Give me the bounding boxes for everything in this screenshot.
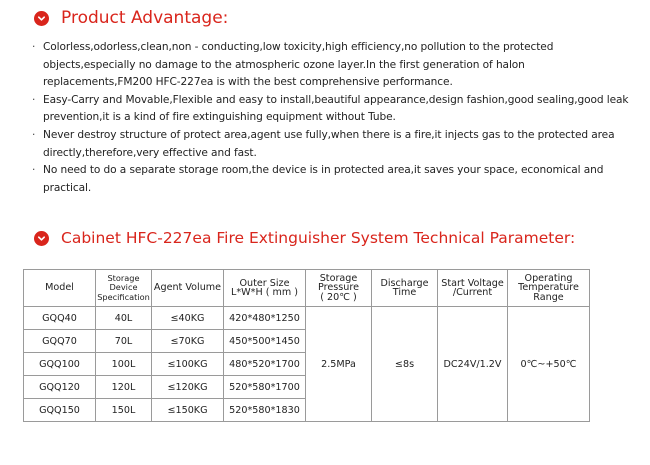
cell-agent: ≤120KG	[152, 376, 224, 399]
chevron-down-circle-icon	[34, 11, 49, 26]
cell-agent: ≤100KG	[152, 353, 224, 376]
technical-parameter-title: Cabinet HFC-227ea Fire Extinguisher System Technical Parameter:	[61, 229, 576, 247]
list-item: · Colorless,odorless,clean,non - conducting,low toxicity,high efficiency,no pollution to the protected objects,especially no damage to the atmospheric ozone layer.In the first generation of halon replacements,FM200 HFC-227ea is with the best comprehensive performance.	[32, 41, 554, 89]
product-advantage-title: Product Advantage:	[61, 8, 229, 28]
cell-agent: ≤40KG	[152, 307, 224, 330]
technical-parameter-heading	[34, 229, 575, 247]
cell-agent: ≤70KG	[152, 330, 224, 353]
header-storage-pressure: Storage Pressure ( 20℃ )	[306, 270, 372, 307]
cell-size: 520*580*1830	[224, 399, 306, 422]
advantage-list	[32, 39, 632, 197]
cell-spec: 70L	[96, 330, 152, 353]
cell-spec: 100L	[96, 353, 152, 376]
cell-agent: ≤150KG	[152, 399, 224, 422]
cell-voltage: DC24V/1.2V	[438, 307, 508, 422]
table-header-row	[24, 270, 590, 307]
header-start-voltage: Start Voltage /Current	[438, 270, 508, 307]
bullet-text: No need to do a separate storage room,the device is in protected area,it saves your space, economical and practical.	[43, 164, 604, 194]
list-item: · Never destroy structure of protect area,agent use fully,when there is a fire,it injects gas to the protected area directly,therefore,very effective and fast.	[32, 128, 615, 159]
bullet-text: Easy-Carry and Movable,Flexible and easy to install,beautiful appearance,design fashion,good sealing,good leak prevention,it is a kind of fire extinguishing equipment without Tube.	[43, 93, 629, 124]
cell-model: GQQ150	[24, 399, 96, 422]
bullet-text: Colorless,odorless,clean,non - conducting,low toxicity,high efficiency,no pollution to the protected objects,especially no damage to the atmospheric ozone layer.In the first generation of halon replacements,FM200 HFC-227ea is with the best comprehensive performance.	[43, 41, 554, 89]
table-row	[24, 307, 590, 330]
header-discharge-time: Discharge Time	[372, 270, 438, 307]
bullet-text: Never destroy structure of protect area,agent use fully,when there is a fire,it injects gas to the protected area directly,therefore,very effective and fast.	[43, 128, 615, 159]
cell-pressure: 2.5MPa	[306, 307, 372, 422]
cell-size: 520*580*1700	[224, 376, 306, 399]
list-item: · Easy-Carry and Movable,Flexible and easy to install,beautiful appearance,design fashion,good sealing,good leak prevention,it is a kind of fire extinguishing equipment without Tube.	[32, 93, 629, 124]
header-operating-temperature: Operating Temperature Range	[508, 270, 590, 307]
cell-size: 420*480*1250	[224, 307, 306, 330]
cell-discharge: ≤8s	[372, 307, 438, 422]
list-item: · No need to do a separate storage room,the device is in protected area,it saves your space, economical and practical.	[32, 164, 604, 194]
cell-model: GQQ40	[24, 307, 96, 330]
header-model: Model	[24, 270, 96, 307]
cell-size: 480*520*1700	[224, 353, 306, 376]
cell-model: GQQ120	[24, 376, 96, 399]
cell-model: GQQ70	[24, 330, 96, 353]
header-outer-size: Outer Size L*W*H ( mm )	[224, 270, 306, 307]
chevron-down-circle-icon	[34, 231, 49, 246]
header-storage-spec: Storage Device Specification	[96, 270, 152, 307]
cell-model: GQQ100	[24, 353, 96, 376]
parameter-table	[23, 269, 590, 422]
cell-spec: 40L	[96, 307, 152, 330]
cell-temperature: 0℃~+50℃	[508, 307, 590, 422]
header-agent-volume: Agent Volume	[152, 270, 224, 307]
cell-spec: 150L	[96, 399, 152, 422]
cell-spec: 120L	[96, 376, 152, 399]
product-advantage-heading	[34, 8, 228, 28]
cell-size: 450*500*1450	[224, 330, 306, 353]
